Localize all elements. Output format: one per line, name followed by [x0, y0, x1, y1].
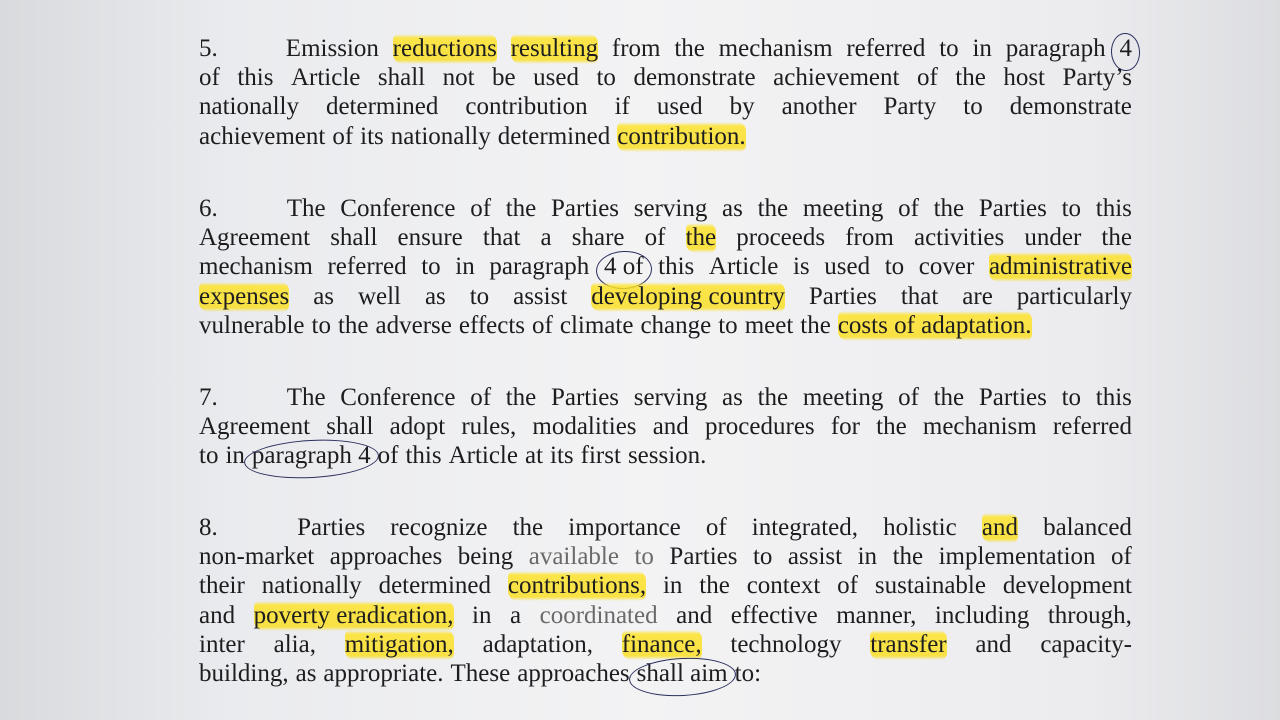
word: appropriate. [323, 660, 444, 687]
highlighted-phrase: mitigation, [344, 630, 454, 658]
word: to [596, 64, 616, 92]
word: meeting [802, 384, 884, 411]
word: from [611, 35, 661, 62]
word: rules, [461, 413, 517, 441]
word: of [705, 514, 727, 541]
word: approaches [517, 660, 630, 687]
paragraph-number: 6. [199, 195, 218, 222]
word: development [1002, 572, 1132, 600]
word: that [900, 282, 939, 310]
word: to [1061, 384, 1082, 411]
paragraph-line [199, 659, 1132, 689]
word: Article [290, 64, 361, 92]
word: the [674, 35, 705, 62]
paragraph-line [199, 571, 1132, 601]
word: ensure [397, 224, 463, 252]
word: to [884, 253, 905, 281]
circled-phrase: paragraph 4 [252, 441, 371, 471]
word: Parties [669, 543, 738, 571]
word: this [405, 442, 442, 470]
word: mechanism [922, 413, 1037, 441]
word: in [472, 601, 492, 629]
word: the [876, 413, 907, 441]
word: to [963, 93, 983, 121]
word: Parties [978, 195, 1047, 222]
word: of [470, 195, 492, 222]
paragraph-line [199, 92, 1132, 122]
word: referred [846, 35, 926, 62]
word: climate [559, 311, 634, 339]
word: non-market [199, 543, 315, 571]
paragraph-number: 7. [199, 384, 218, 411]
word: their [199, 572, 245, 600]
word: adaptation, [482, 630, 593, 658]
word: and [676, 601, 713, 629]
word: Party’s [1062, 64, 1132, 92]
word: mechanism [718, 35, 833, 62]
word: paragraph [489, 253, 590, 281]
paragraph-line [199, 122, 1132, 152]
word: another [781, 93, 857, 121]
word: that [482, 224, 521, 252]
word: its [550, 442, 574, 470]
word: implementation [938, 543, 1096, 571]
word: the [933, 384, 965, 411]
word: its [360, 122, 384, 150]
word: paragraph [1005, 35, 1106, 62]
word: at [524, 442, 544, 470]
word: referred [327, 253, 407, 281]
word: The [286, 384, 326, 411]
word: of [1111, 543, 1132, 571]
word: modalities [532, 413, 637, 441]
word: sustainable [874, 572, 986, 600]
word: the [933, 195, 965, 222]
word: to [199, 442, 219, 470]
word: in [972, 35, 992, 62]
word: manner, [836, 601, 917, 629]
paragraph-line [199, 282, 1132, 312]
word: in [225, 442, 245, 470]
circled-phrase: 4 of [604, 252, 644, 282]
paragraph-number: 5. [199, 35, 218, 62]
word: inter [199, 630, 245, 658]
word: to [634, 543, 654, 571]
word: Parties [808, 282, 877, 310]
word: Parties [550, 384, 620, 411]
paragraph-line [199, 63, 1132, 93]
word: the [337, 311, 369, 339]
circled-phrase: 4 [1119, 34, 1132, 64]
word: for [830, 413, 860, 441]
word: building, [199, 660, 289, 687]
word: assist [787, 543, 843, 571]
word: integrated, [751, 514, 858, 541]
word: coordinated [539, 601, 658, 629]
highlighted-phrase: finance, [621, 630, 702, 658]
word: session. [627, 442, 707, 470]
word: in [662, 572, 683, 600]
word: by [729, 93, 755, 121]
word: serving [633, 195, 708, 222]
word: nationally [390, 122, 491, 150]
word: capacity- [1040, 630, 1132, 658]
word: balanced [1043, 514, 1132, 541]
word: shall [330, 224, 378, 252]
word: shall [326, 413, 374, 441]
word: are [962, 282, 993, 310]
highlighted-phrase: and [981, 514, 1018, 541]
word: including [934, 601, 1030, 629]
word: of [532, 311, 553, 339]
word: Parties [978, 384, 1047, 411]
word: achievement [773, 64, 900, 92]
word: Agreement [199, 224, 311, 252]
word: These [450, 660, 511, 687]
word: Article [448, 442, 518, 470]
word: to [1061, 195, 1082, 222]
highlighted-phrase: the [685, 224, 717, 252]
word: technology [730, 630, 842, 658]
word: of [470, 384, 492, 411]
word: under [1024, 224, 1082, 252]
paragraph-line [199, 311, 1132, 341]
word: as [722, 195, 743, 222]
highlighted-phrase: transfer [870, 630, 947, 658]
word: the [757, 195, 789, 222]
word: not [442, 64, 475, 92]
word: achievement [199, 122, 326, 150]
word: assist [513, 282, 568, 310]
word: used [824, 253, 871, 281]
word: determined [378, 572, 492, 600]
word: particularly [1016, 282, 1132, 310]
word: the [505, 384, 537, 411]
paragraph-line [199, 601, 1132, 631]
word: activities [913, 224, 1005, 252]
word: being [457, 543, 514, 571]
word: a [540, 224, 552, 252]
word: Article [708, 253, 779, 281]
word: as [313, 282, 335, 310]
word: as [424, 282, 446, 310]
word: Parties [297, 514, 366, 541]
word: Emission [285, 35, 379, 62]
word: this [237, 64, 274, 92]
word: the [757, 384, 789, 411]
word: in [455, 253, 475, 281]
word: context [746, 572, 821, 600]
word: mechanism [199, 253, 313, 281]
word: determined [497, 122, 611, 150]
word: Parties [550, 195, 620, 222]
paragraph-line [199, 194, 1132, 224]
word: demonstrate [633, 64, 756, 92]
paragraph-number: 8. [199, 514, 218, 541]
word: the [955, 64, 986, 92]
word: well [357, 282, 401, 310]
word: meet [744, 311, 794, 339]
highlighted-phrase: administrative [988, 253, 1132, 281]
word: Conference [340, 384, 456, 411]
word: of [898, 195, 919, 222]
word: of [837, 572, 858, 600]
word: this [1095, 195, 1132, 222]
word: is [792, 253, 810, 281]
word: Party [883, 93, 937, 121]
word: and [975, 630, 1012, 658]
word: procedures [704, 413, 815, 441]
word: of [898, 384, 919, 411]
highlighted-phrase: costs of adaptation. [837, 311, 1032, 339]
word: shall [377, 64, 426, 92]
word: the [800, 311, 831, 339]
word: as [722, 384, 743, 411]
word: cover [918, 253, 975, 281]
word: of [916, 64, 938, 92]
word: adopt [389, 413, 446, 441]
word: of [332, 122, 354, 150]
word: to [939, 35, 959, 62]
word: the [892, 543, 924, 571]
word: used [656, 93, 703, 121]
word: contribution [465, 93, 588, 121]
word: available [528, 543, 619, 571]
word: and [652, 413, 689, 441]
word: to [311, 311, 331, 339]
highlighted-phrase: reductions [392, 35, 497, 62]
word: change [640, 311, 712, 339]
highlighted-phrase: poverty eradication, [253, 601, 454, 629]
word: of [199, 64, 220, 92]
word: from [845, 224, 894, 252]
word: be [492, 64, 516, 92]
paragraph-line [199, 542, 1132, 572]
paragraph-line [199, 34, 1132, 64]
word: nationally [261, 572, 362, 600]
word: effective [730, 601, 818, 629]
word: if [614, 93, 630, 121]
word: Conference [340, 195, 456, 222]
word: this [658, 253, 695, 281]
circled-phrase: shall aim [637, 659, 728, 689]
word: the [699, 572, 730, 600]
pen-circle-mark [243, 437, 380, 482]
word: The [286, 195, 326, 222]
word: and [199, 601, 236, 629]
highlighted-phrase: contributions, [507, 572, 647, 600]
word: referred [1052, 413, 1132, 441]
paragraph-line [199, 223, 1132, 253]
word: recognize [390, 514, 488, 541]
word: meeting [802, 195, 884, 222]
word: to [752, 543, 773, 571]
highlighted-phrase: developing country [591, 282, 785, 310]
word: Agreement [199, 413, 311, 441]
pen-circle-mark [628, 655, 737, 699]
word: approaches [329, 543, 443, 571]
word: holistic [883, 514, 957, 541]
word: a [509, 601, 522, 629]
word: alia, [273, 630, 316, 658]
word: of [377, 442, 399, 470]
word: through, [1047, 601, 1132, 629]
word: in [857, 543, 878, 571]
word: determined [325, 93, 439, 121]
highlighted-phrase: resulting [510, 35, 599, 62]
word: demonstrate [1009, 93, 1132, 121]
word: effects [458, 311, 526, 339]
highlighted-phrase: expenses [199, 282, 290, 310]
word: to [718, 311, 738, 339]
word: proceeds [736, 224, 826, 252]
word: this [1095, 384, 1132, 411]
word: to [421, 253, 441, 281]
word: nationally [199, 93, 299, 121]
word: serving [633, 384, 708, 411]
paragraph-line [199, 383, 1132, 413]
paragraph-line [199, 513, 1132, 543]
word: share [571, 224, 625, 252]
paragraph-line [199, 412, 1132, 442]
word: the [505, 195, 537, 222]
paragraph-line [199, 630, 1132, 660]
word: vulnerable [199, 311, 305, 339]
word: first [580, 442, 621, 470]
word: the [512, 514, 544, 541]
word: the [1101, 224, 1132, 252]
word: to [469, 282, 490, 310]
word: of [644, 224, 666, 252]
highlighted-phrase: contribution. [617, 122, 746, 150]
word: adverse [375, 311, 452, 339]
word: host [1003, 64, 1046, 92]
paragraph-line [199, 252, 1132, 282]
word: importance [568, 514, 681, 541]
word: as [295, 660, 317, 687]
word: used [533, 64, 579, 92]
paragraph-line [199, 441, 1132, 471]
word: to: [734, 660, 762, 687]
